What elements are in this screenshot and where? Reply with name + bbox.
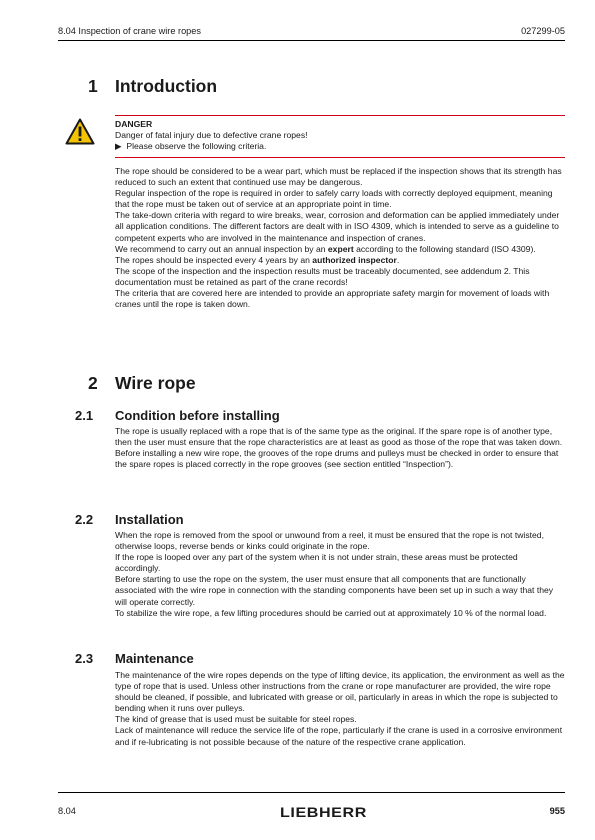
danger-instruction-row bbox=[115, 141, 555, 152]
heading-number: 2 bbox=[88, 373, 98, 393]
maintenance-body bbox=[115, 670, 565, 748]
expert-paragraph: We recommend to carry out an annual inspection by an expert according to the following standard (ISO 4309). bbox=[115, 243, 536, 254]
page-header bbox=[58, 26, 565, 40]
installation-body bbox=[115, 530, 565, 619]
header-rule bbox=[58, 40, 565, 41]
introduction-body bbox=[115, 166, 565, 310]
inspector-paragraph: The ropes should be inspected every 4 years by an authorized inspector. bbox=[115, 254, 400, 265]
footer-rule bbox=[58, 792, 565, 793]
paragraph: The rope should be considered to be a wear part, which must be replaced if the inspection shows that its strength has reduced to such an extent that continued use may be dangerous. bbox=[115, 166, 562, 188]
heading-condition-before-installing bbox=[75, 408, 280, 423]
warning-triangle-icon bbox=[65, 118, 95, 145]
danger-notice bbox=[115, 119, 555, 152]
heading-title: Maintenance bbox=[115, 651, 194, 666]
heading-title: Wire rope bbox=[115, 373, 196, 393]
page-number: 955 bbox=[549, 806, 565, 816]
danger-signal-word: DANGER bbox=[115, 119, 153, 129]
paragraph: The kind of grease that is used must be suitable for steel ropes. bbox=[115, 714, 357, 725]
heading-introduction bbox=[88, 76, 217, 97]
paragraph: Before starting to use the rope on the system, the user must ensure that all components that are functionally associated with the wire rope in connection with the standing components have been set up in such a way that they will operate correctly. bbox=[115, 574, 554, 607]
bold-term: authorized inspector bbox=[312, 254, 397, 265]
heading-title: Introduction bbox=[115, 76, 218, 96]
paragraph: If the rope is looped over any part of the system when it is not under strain, these areas must be protected accordingly. bbox=[115, 552, 518, 574]
liebherr-logo: LIEBHERR bbox=[280, 804, 367, 820]
heading-number: 2.2 bbox=[75, 512, 94, 527]
footer-chapter: 8.04 bbox=[58, 806, 76, 816]
danger-bottom-rule bbox=[115, 157, 565, 158]
heading-installation bbox=[75, 512, 184, 527]
bullet-arrow-icon: ▶ bbox=[115, 141, 122, 152]
heading-title: Installation bbox=[115, 512, 184, 527]
paragraph: To stabilize the wire rope, a few lifting procedures should be carried out at approximately 10 % of the normal load. bbox=[115, 607, 547, 618]
paragraph: The take-down criteria with regard to wire breaks, wear, corrosion and deformation can be applied immediately under all application conditions. The different factors are dealt with in ISO 4309, which is intended to serve as a guideline to competent experts who are involved in the maintenance and inspection of cranes. bbox=[115, 210, 560, 243]
danger-message: Danger of fatal injury due to defective crane ropes! bbox=[115, 130, 308, 141]
heading-title: Condition before installing bbox=[115, 408, 280, 423]
danger-top-rule bbox=[115, 115, 565, 116]
paragraph: Before installing a new wire rope, the grooves of the rope drums and pulleys must be checked in order to ensure that the spare ropes is placed correctly in the rope grooves (see section entitled “Inspection”). bbox=[115, 448, 559, 470]
heading-number: 2.3 bbox=[75, 651, 94, 666]
heading-number: 2.1 bbox=[75, 408, 94, 423]
paragraph: Regular inspection of the rope is required in order to safely carry loads with correctly deployed equipment, meaning that the rope must be taken out of service at an appropriate point in time. bbox=[115, 188, 553, 210]
paragraph: The rope is usually replaced with a rope that is of the same type as the original. If the spare rope is of another type, then the user must ensure that the rope characteristics are at least as good as those of the rope that was taken down. bbox=[115, 426, 563, 448]
bold-term: expert bbox=[327, 243, 354, 254]
header-doc-number: 027299-05 bbox=[521, 26, 565, 36]
danger-instruction: Please observe the following criteria. bbox=[126, 141, 267, 152]
heading-number: 1 bbox=[88, 76, 98, 96]
condition-body bbox=[115, 426, 565, 470]
page-footer bbox=[58, 804, 565, 820]
heading-wire-rope bbox=[88, 373, 196, 394]
paragraph: When the rope is removed from the spool or unwound from a reel, it must be ensured that the rope is not twisted, otherwise loops, reverse bends or kinks could originate in the rope. bbox=[115, 530, 544, 552]
paragraph: The maintenance of the wire ropes depends on the type of lifting device, its application, the environment as well as the type of rope that is used. Unless other instructions from the crane or rope manufacturer are provided, the wire rope should be cleaned, if possible, and lubricated with grease or oil, particularly in areas in which the rope is subjected to bending when it runs over pulleys. bbox=[115, 670, 565, 714]
paragraph: The criteria that are covered here are intended to provide an appropriate safety margin for movement of loads with cranes until the rope is taken down. bbox=[115, 288, 550, 310]
paragraph: The scope of the inspection and the inspection results must be traceably documented, see addendum 2. This documentation must be retained as part of the crane records! bbox=[115, 265, 530, 287]
heading-maintenance bbox=[75, 651, 194, 666]
header-section-title: 8.04 Inspection of crane wire ropes bbox=[58, 26, 201, 36]
paragraph: Lack of maintenance will reduce the service life of the rope, particularly if the crane is used in a corrosive environment and if re-lubricating is not possible because of the nature of the respective crane application. bbox=[115, 725, 563, 747]
